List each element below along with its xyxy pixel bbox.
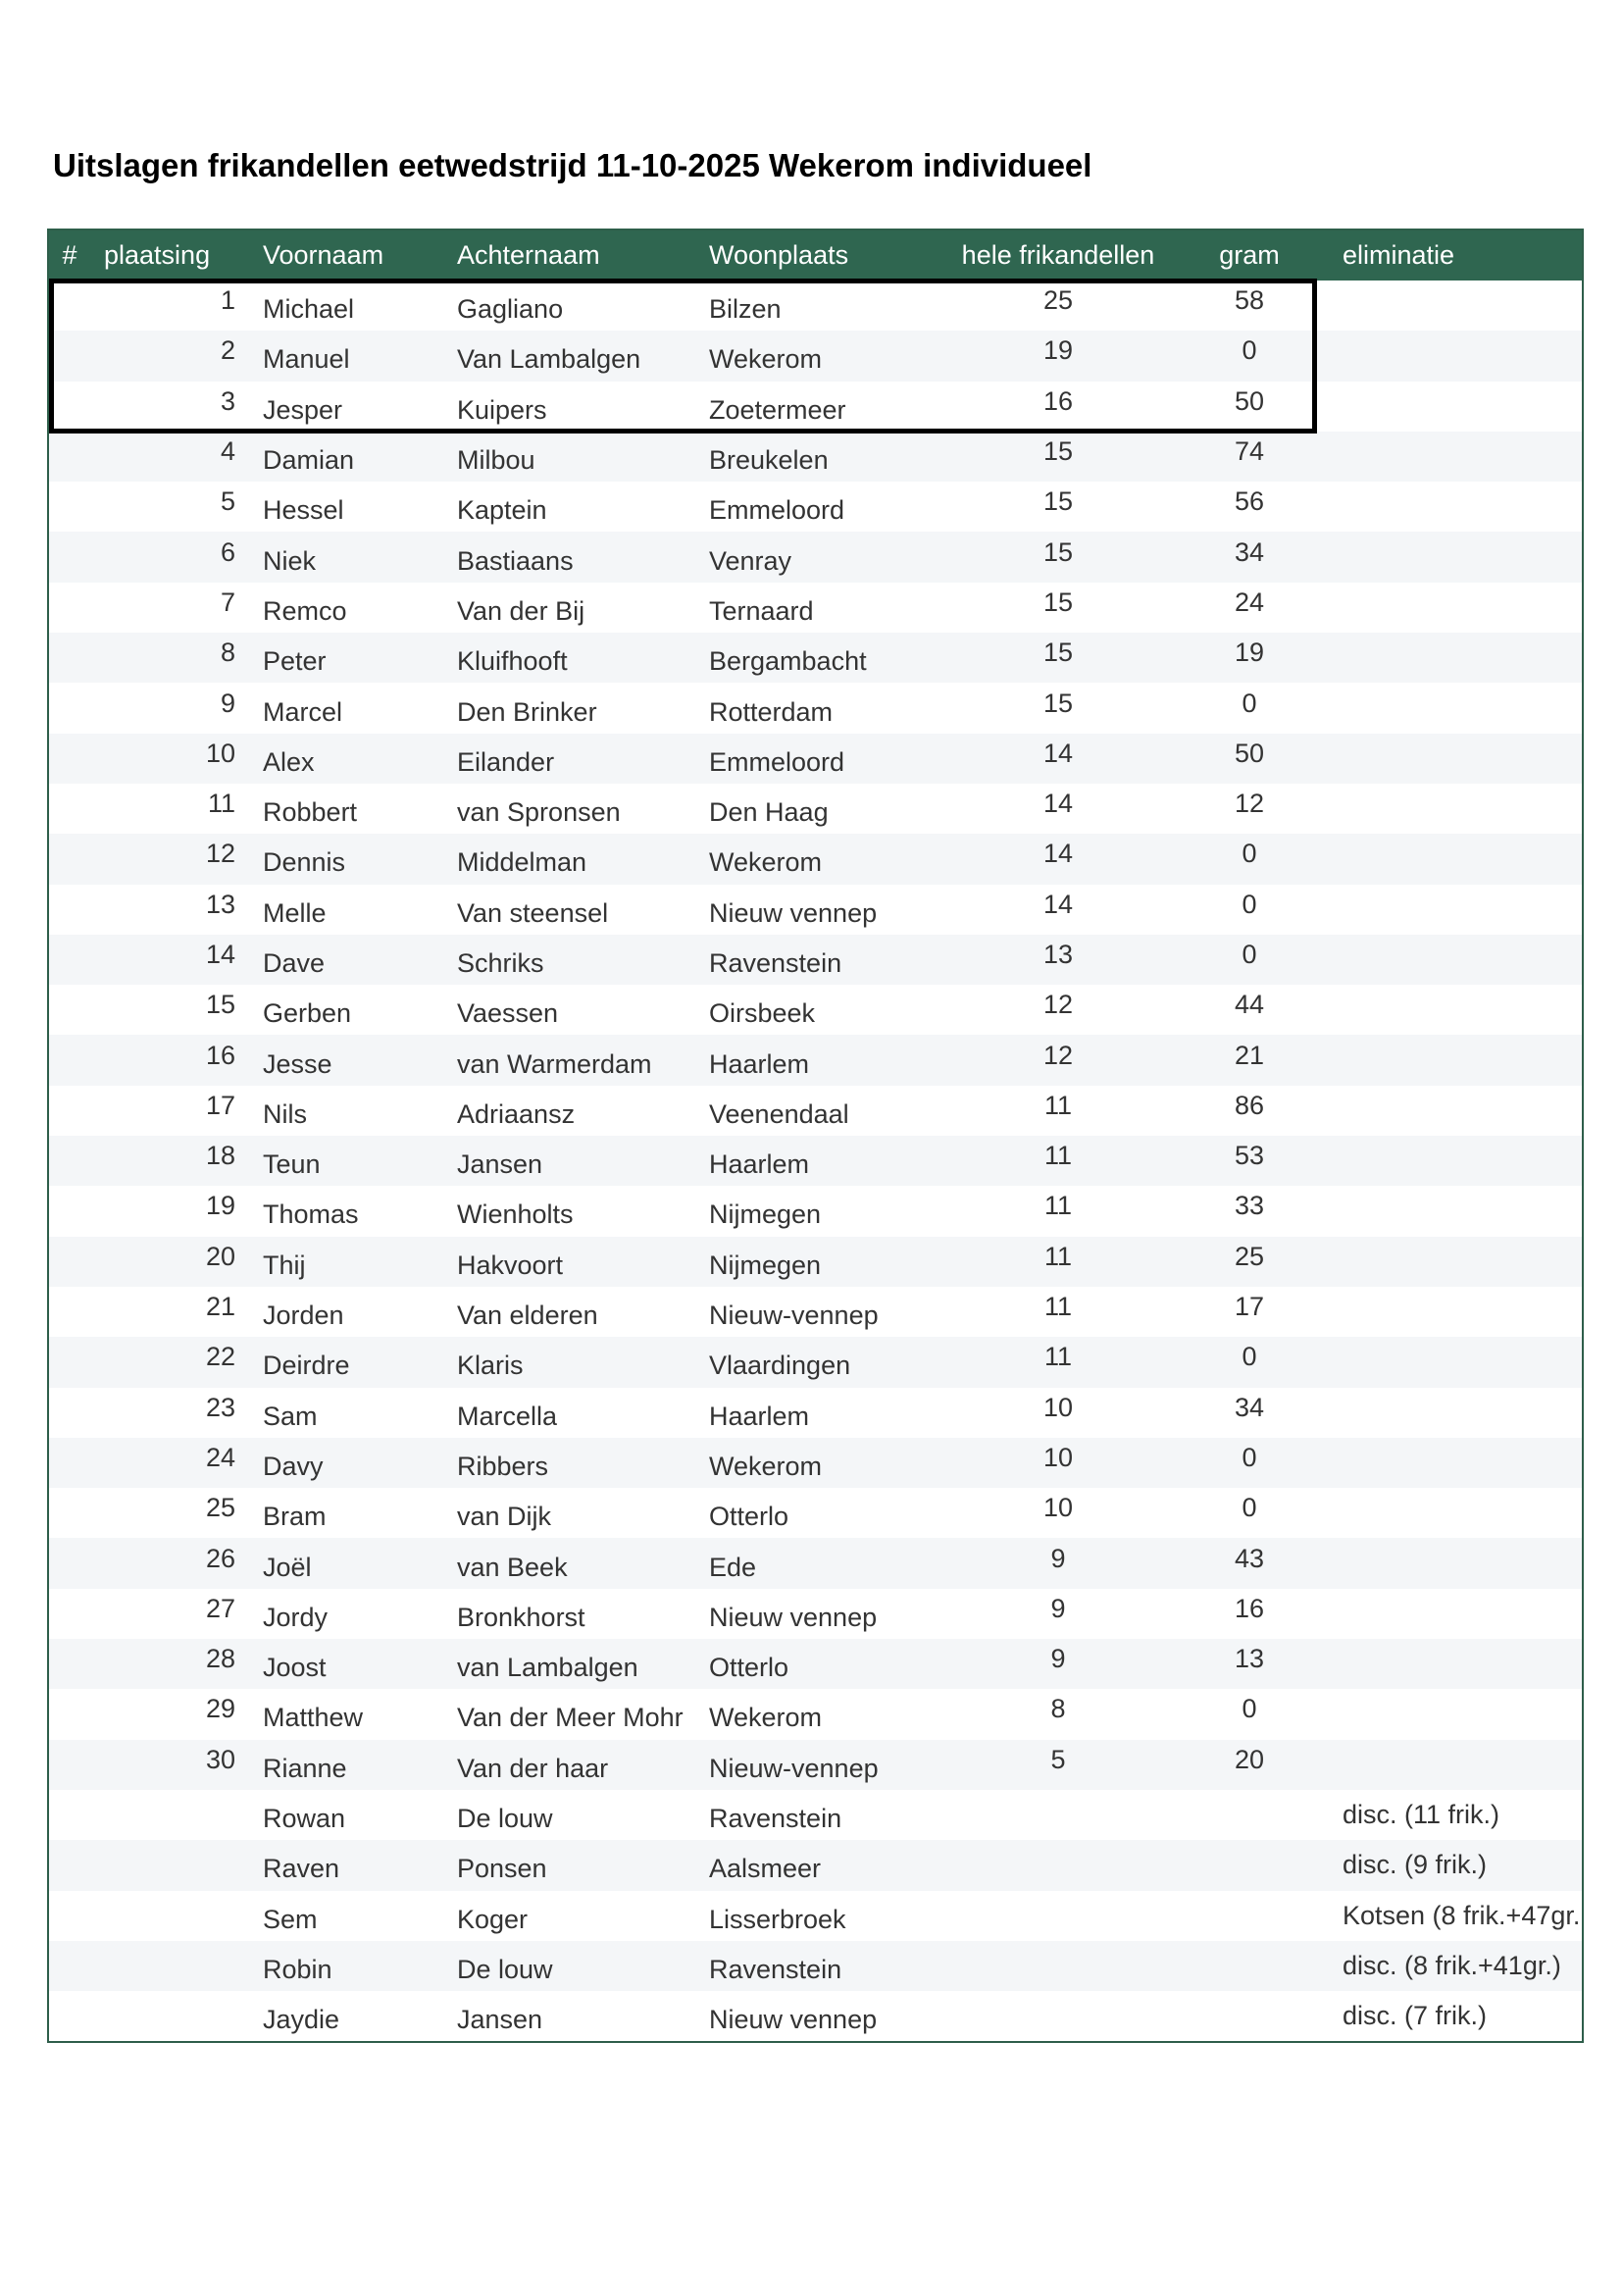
- cell-place: 9: [220, 688, 235, 718]
- cell-place: 27: [205, 1593, 235, 1623]
- table-row[interactable]: [49, 1639, 1582, 1689]
- cell-place: 25: [205, 1493, 235, 1523]
- table-row[interactable]: [49, 532, 1582, 582]
- col-header-gram[interactable]: gram: [1219, 240, 1280, 270]
- cell-last-name: Den Brinker: [457, 696, 597, 727]
- cell-whole-frikandellen: 11: [1043, 1292, 1073, 1322]
- table-row[interactable]: [49, 1740, 1582, 1790]
- table-row[interactable]: [49, 734, 1582, 784]
- cell-last-name: De louw: [457, 1954, 553, 1984]
- cell-first-name: Robin: [263, 1954, 332, 1984]
- cell-first-name: Niek: [263, 545, 317, 576]
- cell-gram: 0: [1242, 1442, 1257, 1472]
- table-row[interactable]: [49, 1337, 1582, 1387]
- cell-first-name: Nils: [263, 1098, 307, 1129]
- cell-last-name: Klaris: [457, 1351, 524, 1381]
- cell-elimination: disc. (8 frik.+41gr.): [1343, 1950, 1561, 1980]
- cell-last-name: Ponsen: [457, 1854, 547, 1884]
- cell-last-name: Middelman: [457, 847, 587, 878]
- cell-city: Den Haag: [709, 797, 829, 828]
- cell-city: Lisserbroek: [709, 1904, 846, 1934]
- cell-gram: 0: [1242, 889, 1257, 919]
- cell-whole-frikandellen: 14: [1042, 789, 1074, 819]
- cell-last-name: Hakvoort: [457, 1250, 564, 1280]
- cell-city: Breukelen: [709, 445, 829, 476]
- cell-place: 13: [205, 889, 235, 919]
- table-row[interactable]: [49, 784, 1582, 834]
- table-row[interactable]: [49, 1538, 1582, 1588]
- cell-city: Haarlem: [709, 1149, 810, 1180]
- cell-whole-frikandellen: 11: [1043, 1342, 1073, 1372]
- table-row[interactable]: [49, 1287, 1582, 1337]
- cell-city: Emmeloord: [709, 495, 845, 526]
- table-row[interactable]: [49, 482, 1582, 532]
- cell-last-name: Van der Bij: [457, 595, 585, 626]
- cell-gram: 0: [1242, 839, 1257, 869]
- table-row[interactable]: [49, 432, 1582, 482]
- cell-last-name: Bastiaans: [457, 545, 574, 576]
- cell-gram: 33: [1234, 1191, 1265, 1221]
- cell-first-name: Hessel: [263, 495, 344, 526]
- cell-first-name: Dennis: [263, 847, 346, 878]
- cell-place: 23: [205, 1392, 235, 1422]
- cell-last-name: Van steensel: [457, 897, 609, 928]
- cell-elimination: disc. (9 frik.): [1343, 1850, 1488, 1880]
- cell-gram: 19: [1234, 638, 1265, 668]
- cell-last-name: Gagliano: [457, 294, 564, 325]
- cell-city: Haarlem: [709, 1401, 810, 1431]
- cell-last-name: Jansen: [457, 2005, 543, 2035]
- cell-gram: 44: [1234, 990, 1265, 1020]
- cell-last-name: Marcella: [457, 1401, 558, 1431]
- cell-first-name: Thomas: [263, 1199, 359, 1230]
- cell-city: Wekerom: [709, 847, 823, 878]
- cell-place: 14: [205, 940, 235, 969]
- cell-whole-frikandellen: 9: [1050, 1543, 1066, 1573]
- cell-last-name: Van der Meer Mohr: [457, 1703, 684, 1733]
- cell-city: Wekerom: [709, 1703, 823, 1733]
- cell-first-name: Davy: [263, 1451, 324, 1481]
- table-row[interactable]: [49, 583, 1582, 633]
- cell-last-name: Jansen: [457, 1149, 543, 1180]
- cell-place: 18: [205, 1141, 235, 1171]
- cell-whole-frikandellen: 15: [1042, 536, 1074, 567]
- cell-last-name: Koger: [457, 1904, 529, 1934]
- cell-first-name: Teun: [263, 1149, 321, 1180]
- cell-first-name: Matthew: [263, 1703, 364, 1733]
- table-row[interactable]: [49, 281, 1582, 331]
- cell-place: 7: [220, 587, 235, 617]
- cell-place: 1: [220, 285, 235, 316]
- cell-whole-frikandellen: 10: [1042, 1442, 1074, 1472]
- cell-last-name: De louw: [457, 1804, 553, 1834]
- table-row[interactable]: [49, 382, 1582, 432]
- cell-city: Rotterdam: [709, 696, 834, 727]
- cell-first-name: Sem: [263, 1904, 318, 1934]
- cell-place: 19: [205, 1191, 235, 1221]
- cell-gram: 58: [1234, 285, 1265, 316]
- cell-city: Nijmegen: [709, 1199, 822, 1230]
- cell-whole-frikandellen: 5: [1050, 1744, 1066, 1774]
- cell-last-name: Schriks: [457, 948, 544, 978]
- cell-whole-frikandellen: 13: [1042, 940, 1074, 969]
- cell-whole-frikandellen: 14: [1042, 889, 1074, 919]
- cell-whole-frikandellen: 11: [1043, 1090, 1073, 1120]
- cell-last-name: van Lambalgen: [457, 1653, 638, 1683]
- cell-first-name: Joël: [263, 1552, 312, 1582]
- col-header-place[interactable]: plaatsing: [104, 240, 211, 270]
- cell-gram: 86: [1234, 1090, 1265, 1120]
- cell-gram: 24: [1234, 587, 1265, 617]
- cell-first-name: Thij: [263, 1250, 306, 1280]
- cell-city: Emmeloord: [709, 746, 845, 777]
- cell-first-name: Jesse: [263, 1048, 332, 1079]
- cell-place: 5: [220, 486, 235, 517]
- cell-gram: 53: [1234, 1141, 1265, 1171]
- cell-city: Nieuw vennep: [709, 1602, 878, 1632]
- cell-city: Nieuw vennep: [709, 2005, 878, 2035]
- table-row[interactable]: [49, 935, 1582, 985]
- cell-whole-frikandellen: 11: [1043, 1141, 1073, 1171]
- cell-city: Ede: [709, 1552, 757, 1582]
- cell-first-name: Damian: [263, 445, 355, 476]
- cell-first-name: Jorden: [263, 1301, 344, 1331]
- table-row[interactable]: [49, 683, 1582, 733]
- cell-last-name: Bronkhorst: [457, 1602, 585, 1632]
- cell-city: Bilzen: [709, 294, 782, 325]
- table-row[interactable]: [49, 1136, 1582, 1186]
- table-row[interactable]: [49, 885, 1582, 935]
- cell-last-name: Vaessen: [457, 998, 559, 1029]
- table-row[interactable]: [49, 1790, 1582, 1840]
- cell-place: 26: [205, 1543, 235, 1573]
- cell-whole-frikandellen: 14: [1042, 839, 1074, 869]
- cell-first-name: Bram: [263, 1502, 327, 1532]
- cell-whole-frikandellen: 15: [1042, 486, 1074, 517]
- cell-last-name: Van elderen: [457, 1301, 598, 1331]
- cell-gram: 43: [1234, 1543, 1265, 1573]
- table-row[interactable]: [49, 1438, 1582, 1488]
- cell-place: 20: [205, 1241, 235, 1271]
- table-row[interactable]: [49, 1488, 1582, 1538]
- cell-gram: 0: [1242, 1342, 1257, 1372]
- cell-gram: 0: [1242, 688, 1257, 718]
- cell-last-name: van Dijk: [457, 1502, 552, 1532]
- table-row[interactable]: [49, 1186, 1582, 1236]
- cell-place: 10: [205, 738, 235, 768]
- cell-whole-frikandellen: 11: [1043, 1241, 1073, 1271]
- cell-first-name: Dave: [263, 948, 326, 978]
- cell-whole-frikandellen: 12: [1042, 1040, 1074, 1070]
- cell-city: Wekerom: [709, 344, 823, 375]
- cell-city: Otterlo: [709, 1502, 789, 1532]
- cell-last-name: Wienholts: [457, 1199, 574, 1230]
- cell-gram: 50: [1234, 738, 1265, 768]
- cell-city: Ravenstein: [709, 948, 842, 978]
- cell-city: Vlaardingen: [709, 1351, 851, 1381]
- col-header-whole-frikandellen[interactable]: hele frikandellen: [961, 240, 1155, 270]
- cell-gram: 34: [1234, 1392, 1265, 1422]
- cell-gram: 0: [1242, 1694, 1257, 1724]
- col-header-first-name[interactable]: Voornaam: [263, 240, 384, 270]
- cell-city: Bergambacht: [709, 646, 867, 677]
- table-row[interactable]: [49, 1891, 1582, 1941]
- cell-last-name: van Beek: [457, 1552, 568, 1582]
- cell-whole-frikandellen: 8: [1050, 1694, 1066, 1724]
- cell-city: Haarlem: [709, 1048, 810, 1079]
- cell-last-name: Kluifhooft: [457, 646, 568, 677]
- cell-gram: 0: [1242, 1493, 1257, 1523]
- cell-first-name: Raven: [263, 1854, 340, 1884]
- cell-gram: 0: [1242, 335, 1257, 366]
- cell-city: Veenendaal: [709, 1098, 849, 1129]
- table-row[interactable]: [49, 985, 1582, 1035]
- cell-first-name: Jaydie: [263, 2005, 340, 2035]
- cell-first-name: Remco: [263, 595, 347, 626]
- cell-first-name: Rowan: [263, 1804, 346, 1834]
- cell-whole-frikandellen: 16: [1042, 385, 1074, 416]
- table-row[interactable]: [49, 1840, 1582, 1890]
- table-row[interactable]: [49, 1035, 1582, 1085]
- table-row[interactable]: [49, 1237, 1582, 1287]
- cell-first-name: Gerben: [263, 998, 352, 1029]
- cell-city: Venray: [709, 545, 792, 576]
- cell-whole-frikandellen: 10: [1042, 1493, 1074, 1523]
- cell-whole-frikandellen: 15: [1042, 436, 1074, 467]
- cell-gram: 34: [1234, 536, 1265, 567]
- cell-place: 8: [220, 638, 235, 668]
- cell-place: 30: [205, 1744, 235, 1774]
- cell-city: Ternaard: [709, 595, 814, 626]
- table-row[interactable]: [49, 1689, 1582, 1739]
- cell-city: Otterlo: [709, 1653, 789, 1683]
- cell-place: 15: [205, 990, 235, 1020]
- cell-first-name: Michael: [263, 294, 355, 325]
- cell-gram: 17: [1234, 1292, 1265, 1322]
- cell-whole-frikandellen: 9: [1050, 1593, 1066, 1623]
- cell-place: 17: [205, 1090, 235, 1120]
- cell-city: Wekerom: [709, 1451, 823, 1481]
- table-body: [49, 281, 1582, 2041]
- cell-whole-frikandellen: 12: [1042, 990, 1074, 1020]
- cell-gram: 20: [1234, 1744, 1265, 1774]
- table-row[interactable]: [49, 1388, 1582, 1438]
- cell-first-name: Jordy: [263, 1602, 329, 1632]
- cell-whole-frikandellen: 15: [1042, 587, 1074, 617]
- cell-place: 16: [205, 1040, 235, 1070]
- cell-place: 29: [205, 1694, 235, 1724]
- table-row[interactable]: [49, 331, 1582, 381]
- cell-last-name: van Spronsen: [457, 797, 621, 828]
- cell-last-name: Adriaansz: [457, 1098, 576, 1129]
- col-header-elimination[interactable]: eliminatie: [1343, 240, 1455, 270]
- cell-place: 24: [205, 1442, 235, 1472]
- cell-first-name: Deirdre: [263, 1351, 350, 1381]
- cell-last-name: Ribbers: [457, 1451, 549, 1481]
- table-header-row: [49, 230, 1582, 281]
- cell-whole-frikandellen: 19: [1042, 335, 1074, 366]
- page-title: Uitslagen frikandellen eetwedstrijd 11-10-2025 Wekerom individueel: [53, 147, 1092, 183]
- cell-whole-frikandellen: 9: [1050, 1644, 1066, 1674]
- col-header-city[interactable]: Woonplaats: [709, 240, 849, 270]
- cell-whole-frikandellen: 14: [1042, 738, 1074, 768]
- cell-first-name: Peter: [263, 646, 327, 677]
- cell-city: Zoetermeer: [709, 394, 846, 425]
- cell-gram: 16: [1234, 1593, 1265, 1623]
- cell-elimination: disc. (7 frik.): [1343, 2001, 1488, 2031]
- cell-whole-frikandellen: 15: [1042, 688, 1074, 718]
- results-table: [47, 229, 1584, 2043]
- cell-last-name: Van der haar: [457, 1753, 609, 1783]
- cell-place: 3: [220, 385, 235, 416]
- cell-city: Oirsbeek: [709, 998, 816, 1029]
- cell-gram: 56: [1234, 486, 1265, 517]
- cell-gram: 21: [1234, 1040, 1265, 1070]
- cell-last-name: Van Lambalgen: [457, 344, 641, 375]
- cell-city: Nieuw vennep: [709, 897, 878, 928]
- cell-place: 2: [220, 335, 235, 366]
- cell-last-name: Kaptein: [457, 495, 547, 526]
- cell-gram: 25: [1234, 1241, 1265, 1271]
- table-row[interactable]: [49, 633, 1582, 683]
- cell-first-name: Rianne: [263, 1753, 347, 1783]
- cell-last-name: Kuipers: [457, 394, 547, 425]
- table-row[interactable]: [49, 1991, 1582, 2041]
- table-row[interactable]: [49, 1086, 1582, 1136]
- cell-first-name: Marcel: [263, 696, 343, 727]
- cell-city: Aalsmeer: [709, 1854, 822, 1884]
- cell-place: 28: [205, 1644, 235, 1674]
- table-row[interactable]: [49, 1589, 1582, 1639]
- cell-whole-frikandellen: 25: [1042, 285, 1074, 316]
- cell-first-name: Jesper: [263, 394, 343, 425]
- cell-last-name: Eilander: [457, 746, 555, 777]
- cell-elimination: disc. (11 frik.): [1343, 1800, 1500, 1830]
- cell-place: 6: [220, 536, 235, 567]
- table-row[interactable]: [49, 1941, 1582, 1991]
- col-header-hash[interactable]: #: [62, 240, 77, 270]
- cell-place: 21: [205, 1292, 235, 1322]
- cell-city: Nieuw-vennep: [709, 1753, 879, 1783]
- cell-city: Ravenstein: [709, 1804, 842, 1834]
- cell-gram: 74: [1234, 436, 1265, 467]
- cell-city: Nieuw-vennep: [709, 1301, 879, 1331]
- cell-city: Ravenstein: [709, 1954, 842, 1984]
- cell-gram: 50: [1234, 385, 1265, 416]
- cell-place: 11: [207, 789, 235, 819]
- cell-whole-frikandellen: 11: [1043, 1191, 1073, 1221]
- cell-elimination: Kotsen (8 frik.+47gr.: [1343, 1900, 1581, 1930]
- col-header-last-name[interactable]: Achternaam: [457, 240, 600, 270]
- cell-first-name: Sam: [263, 1401, 318, 1431]
- cell-place: 4: [220, 436, 235, 467]
- cell-first-name: Robbert: [263, 797, 358, 828]
- cell-place: 22: [205, 1342, 235, 1372]
- cell-place: 12: [205, 839, 235, 869]
- cell-first-name: Melle: [263, 897, 327, 928]
- cell-last-name: van Warmerdam: [457, 1048, 652, 1079]
- cell-first-name: Joost: [263, 1653, 327, 1683]
- cell-gram: 12: [1234, 789, 1265, 819]
- cell-first-name: Alex: [263, 746, 315, 777]
- cell-gram: 13: [1234, 1644, 1265, 1674]
- table-row[interactable]: [49, 834, 1582, 884]
- cell-first-name: Manuel: [263, 344, 350, 375]
- cell-gram: 0: [1242, 940, 1257, 969]
- cell-last-name: Milbou: [457, 445, 535, 476]
- cell-city: Nijmegen: [709, 1250, 822, 1280]
- cell-whole-frikandellen: 15: [1042, 638, 1074, 668]
- cell-whole-frikandellen: 10: [1042, 1392, 1074, 1422]
